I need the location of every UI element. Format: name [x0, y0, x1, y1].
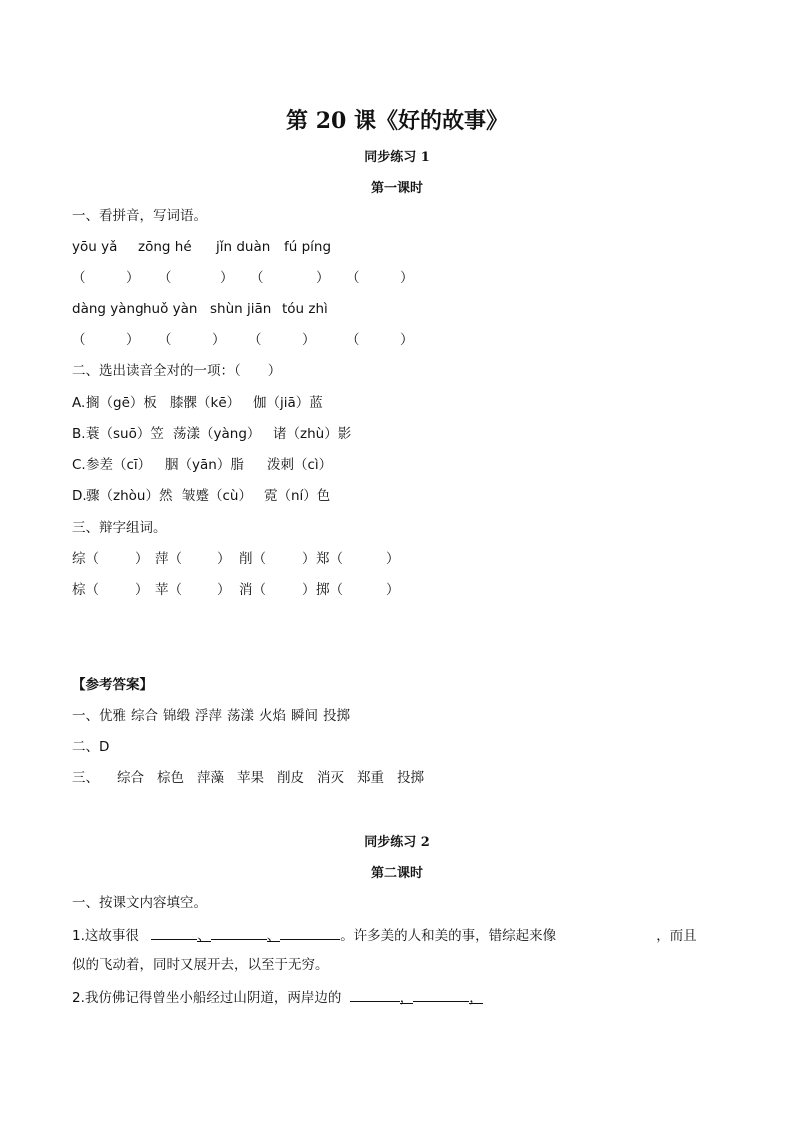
word-group-close: ）	[386, 551, 400, 567]
word-group-close: ）	[217, 582, 231, 598]
word-group-close: ）	[217, 551, 231, 567]
blank-separator: ，	[469, 990, 483, 1006]
word-group-char: 综（	[72, 551, 99, 567]
answer-close-paren: ）	[220, 270, 234, 286]
option-item: 霓（ní）色	[264, 488, 331, 504]
word-group-char: 掷（	[316, 582, 343, 598]
practice1-heading: 同步练习 1	[364, 150, 430, 165]
answer-open-paren: （	[346, 332, 360, 348]
fill-blank[interactable]	[413, 987, 469, 1002]
option-item: 伽（jiā）蓝	[253, 395, 323, 411]
fill-sentence-1	[72, 925, 697, 945]
fill-sentence-2	[72, 987, 483, 1007]
answer-word-list	[117, 770, 424, 786]
answer-word: 瞬间	[291, 708, 318, 724]
pinyin-item: tóu zhì	[282, 301, 328, 317]
answer-word: 削皮	[277, 770, 304, 786]
answer-word: 火焰	[259, 708, 286, 724]
word-group-char: 削（	[239, 551, 266, 567]
word-group-char: 消（	[239, 582, 266, 598]
word-group-close: ）	[302, 551, 316, 567]
option-item: 骤（zhòu）然	[86, 488, 173, 504]
answer-close-paren: ）	[400, 270, 414, 286]
option-letter: A.	[72, 395, 86, 411]
fill-blank[interactable]	[211, 925, 267, 940]
answer-2: 二、D	[72, 739, 110, 755]
q2-label: 二、选出读音全对的一项：（ ）	[72, 363, 282, 379]
page-title: 第 20 课《好的故事》	[286, 108, 508, 134]
option-item: 诸（zhù）影	[273, 426, 352, 442]
answer-word: 棕色	[157, 770, 184, 786]
word-group-close: ）	[302, 582, 316, 598]
answer-word-list	[99, 708, 350, 724]
p2-q1-label: 一、按课文内容填空。	[72, 895, 207, 911]
fill-blank[interactable]	[350, 987, 400, 1002]
option-item: 皱蹙（cù）	[182, 488, 252, 504]
answer-prefix: 三、	[72, 770, 99, 786]
answer-close-paren: ）	[400, 332, 414, 348]
answer-key-heading: 【参考答案】	[72, 677, 153, 693]
answer-open-paren: （	[158, 270, 172, 286]
q3-label: 三、辩字组词。	[72, 520, 167, 536]
pinyin-item: zōng hé	[138, 239, 192, 255]
sentence-text: ，而且	[656, 928, 697, 944]
blank-separator: ，	[399, 990, 414, 1006]
word-group-close: ）	[135, 551, 149, 567]
answer-1	[72, 707, 350, 725]
pinyin-item: shùn jiān	[210, 301, 272, 317]
blank-separator: 、	[197, 928, 211, 944]
option-letter: D.	[72, 488, 87, 504]
option-item: 搁（gē）板	[86, 395, 157, 411]
option-item: 荡漾（yàng）	[173, 426, 261, 442]
answer-word: 荡漾	[227, 708, 254, 724]
word-group-char: 郑（	[316, 551, 343, 567]
option-item: 参差（cī）	[86, 457, 152, 473]
answer-close-paren: ）	[316, 270, 330, 286]
pinyin-item: fú píng	[284, 239, 332, 255]
answer-word: 投掷	[397, 770, 424, 786]
word-group-char: 棕（	[72, 582, 99, 598]
answer-word: 萍藻	[197, 770, 224, 786]
sentence-text: 2.我仿佛记得曾坐小船经过山阴道，两岸边的	[72, 990, 342, 1006]
answer-close-paren: ）	[212, 332, 226, 348]
practice2-heading: 同步练习 2	[364, 835, 430, 850]
answer-word: 综合	[131, 708, 158, 724]
word-group-close: ）	[135, 582, 149, 598]
answer-word: 消灭	[317, 770, 344, 786]
pinyin-item: jǐn duàn	[216, 239, 271, 255]
pinyin-item: huǒ yàn	[143, 301, 198, 317]
practice2-lesson: 第二课时	[370, 866, 423, 881]
practice1-lesson: 第一课时	[370, 181, 423, 196]
answer-close-paren: ）	[126, 332, 140, 348]
answer-word: 优雅	[99, 708, 126, 724]
option-item: 蓑（suō）笠	[86, 426, 164, 442]
answer-word: 郑重	[357, 770, 384, 786]
sentence-text: 1.这故事很	[72, 928, 139, 944]
answer-close-paren: ）	[302, 332, 316, 348]
fill-blank[interactable]	[280, 925, 340, 940]
answer-word: 投掷	[323, 708, 350, 724]
answer-open-paren: （	[250, 270, 264, 286]
answer-word: 综合	[117, 770, 144, 786]
option-letter: C.	[72, 457, 86, 473]
answer-open-paren: （	[72, 270, 86, 286]
answer-open-paren: （	[346, 270, 360, 286]
pinyin-item: yōu yǎ	[72, 239, 118, 255]
answer-word: 浮萍	[195, 708, 222, 724]
option-item: 泼刺（cì）	[267, 457, 333, 473]
answer-3	[72, 769, 424, 787]
fill-blank[interactable]	[151, 925, 197, 940]
answer-word: 锦缎	[163, 708, 190, 724]
option-letter: B.	[72, 426, 86, 442]
answer-word: 苹果	[237, 770, 264, 786]
option-item: 膝髁（kē）	[170, 395, 241, 411]
answer-open-paren: （	[158, 332, 172, 348]
option-item: 胭（yān）脂	[165, 457, 244, 473]
word-group-char: 苹（	[155, 582, 182, 598]
word-group-char: 萍（	[155, 551, 182, 567]
fill-sentence-1-continued: 似的飞动着，同时又展开去，以至于无穷。	[72, 957, 329, 973]
word-group-close: ）	[386, 582, 400, 598]
answer-open-paren: （	[72, 332, 86, 348]
pinyin-item: dàng yàng	[72, 301, 144, 317]
q1-label: 一、看拼音，写词语。	[72, 208, 207, 224]
answer-close-paren: ）	[126, 270, 140, 286]
sentence-text: 。许多美的人和美的事，错综起来像	[340, 928, 557, 944]
answer-open-paren: （	[248, 332, 262, 348]
answer-prefix: 一、	[72, 708, 99, 724]
blank-separator: 、	[266, 928, 281, 944]
